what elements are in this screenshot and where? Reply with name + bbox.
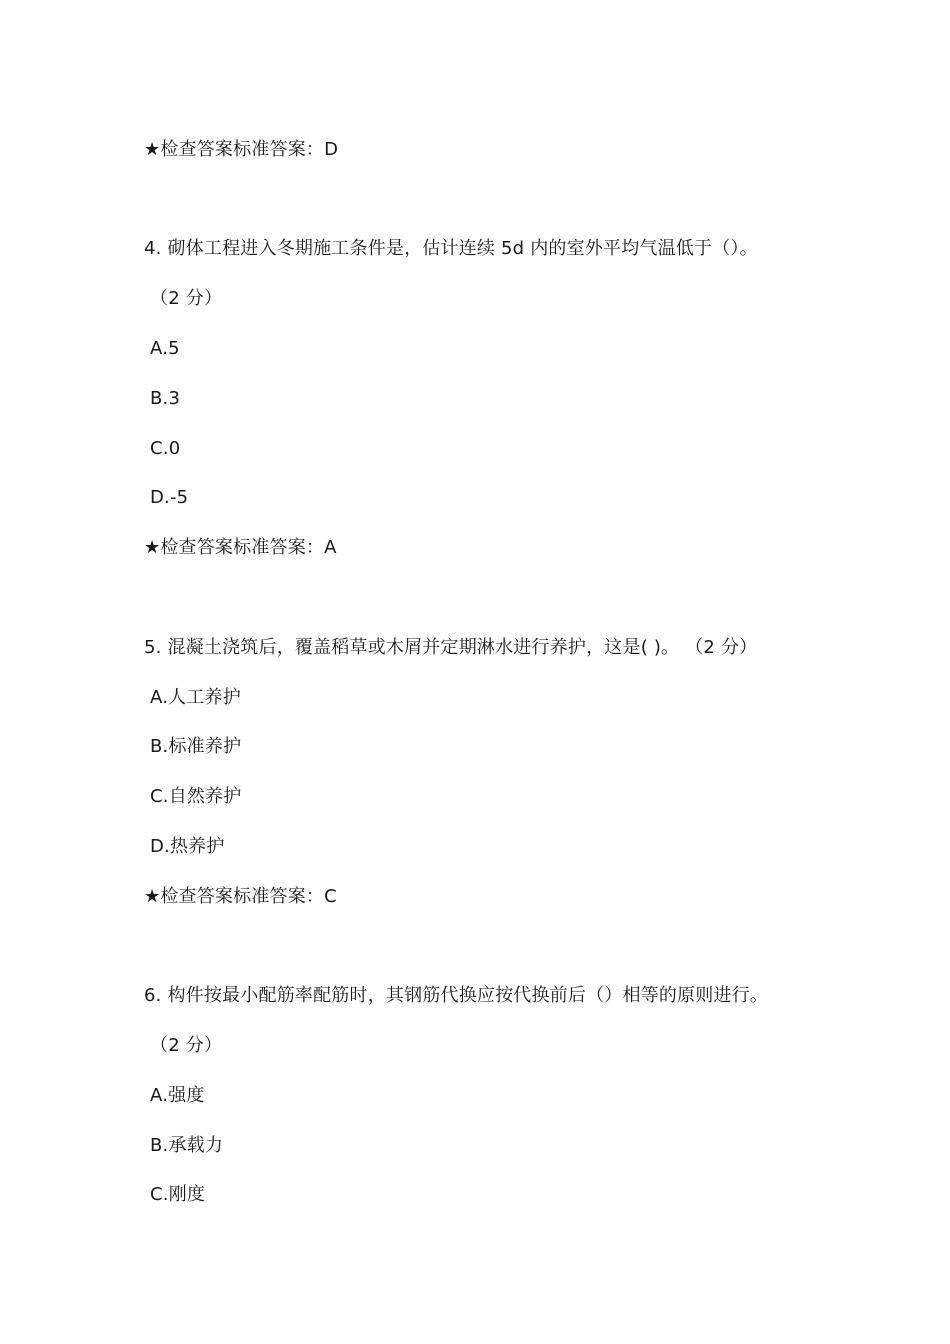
question-6-option-a: A.强度 <box>150 1085 205 1106</box>
question-6-score: （2 分） <box>150 1035 223 1056</box>
question-4-option-b: B.3 <box>150 388 181 409</box>
question-4-option-a: A.5 <box>150 338 180 359</box>
question-6-text: 6. 构件按最小配筋率配筋时，其钢筋代换应按代换前后（）相等的原则进行。 <box>144 985 769 1006</box>
answer-line-q3: ★检查答案标准答案：D <box>144 139 339 160</box>
question-5-option-d: D.热养护 <box>150 836 225 857</box>
question-6-option-c: C.刚度 <box>150 1184 206 1205</box>
question-4-score: （2 分） <box>150 288 223 309</box>
question-6-option-b: B.承载力 <box>150 1135 224 1156</box>
question-4-answer: ★检查答案标准答案：A <box>144 537 337 558</box>
question-4-text: 4. 砌体工程进入冬期施工条件是，估计连续 5d 内的室外平均气温低于（）。 <box>144 238 758 259</box>
question-5-text: 5. 混凝土浇筑后，覆盖稻草或木屑并定期淋水进行养护，这是( )。 （2 分） <box>144 637 758 658</box>
question-4-option-c: C.0 <box>150 438 181 459</box>
question-5-option-a: A.人工养护 <box>150 687 241 708</box>
question-4-option-d: D.-5 <box>150 487 189 508</box>
question-5-answer: ★检查答案标准答案：C <box>144 886 337 907</box>
question-5-option-b: B.标准养护 <box>150 736 242 757</box>
question-5-option-c: C.自然养护 <box>150 786 242 807</box>
